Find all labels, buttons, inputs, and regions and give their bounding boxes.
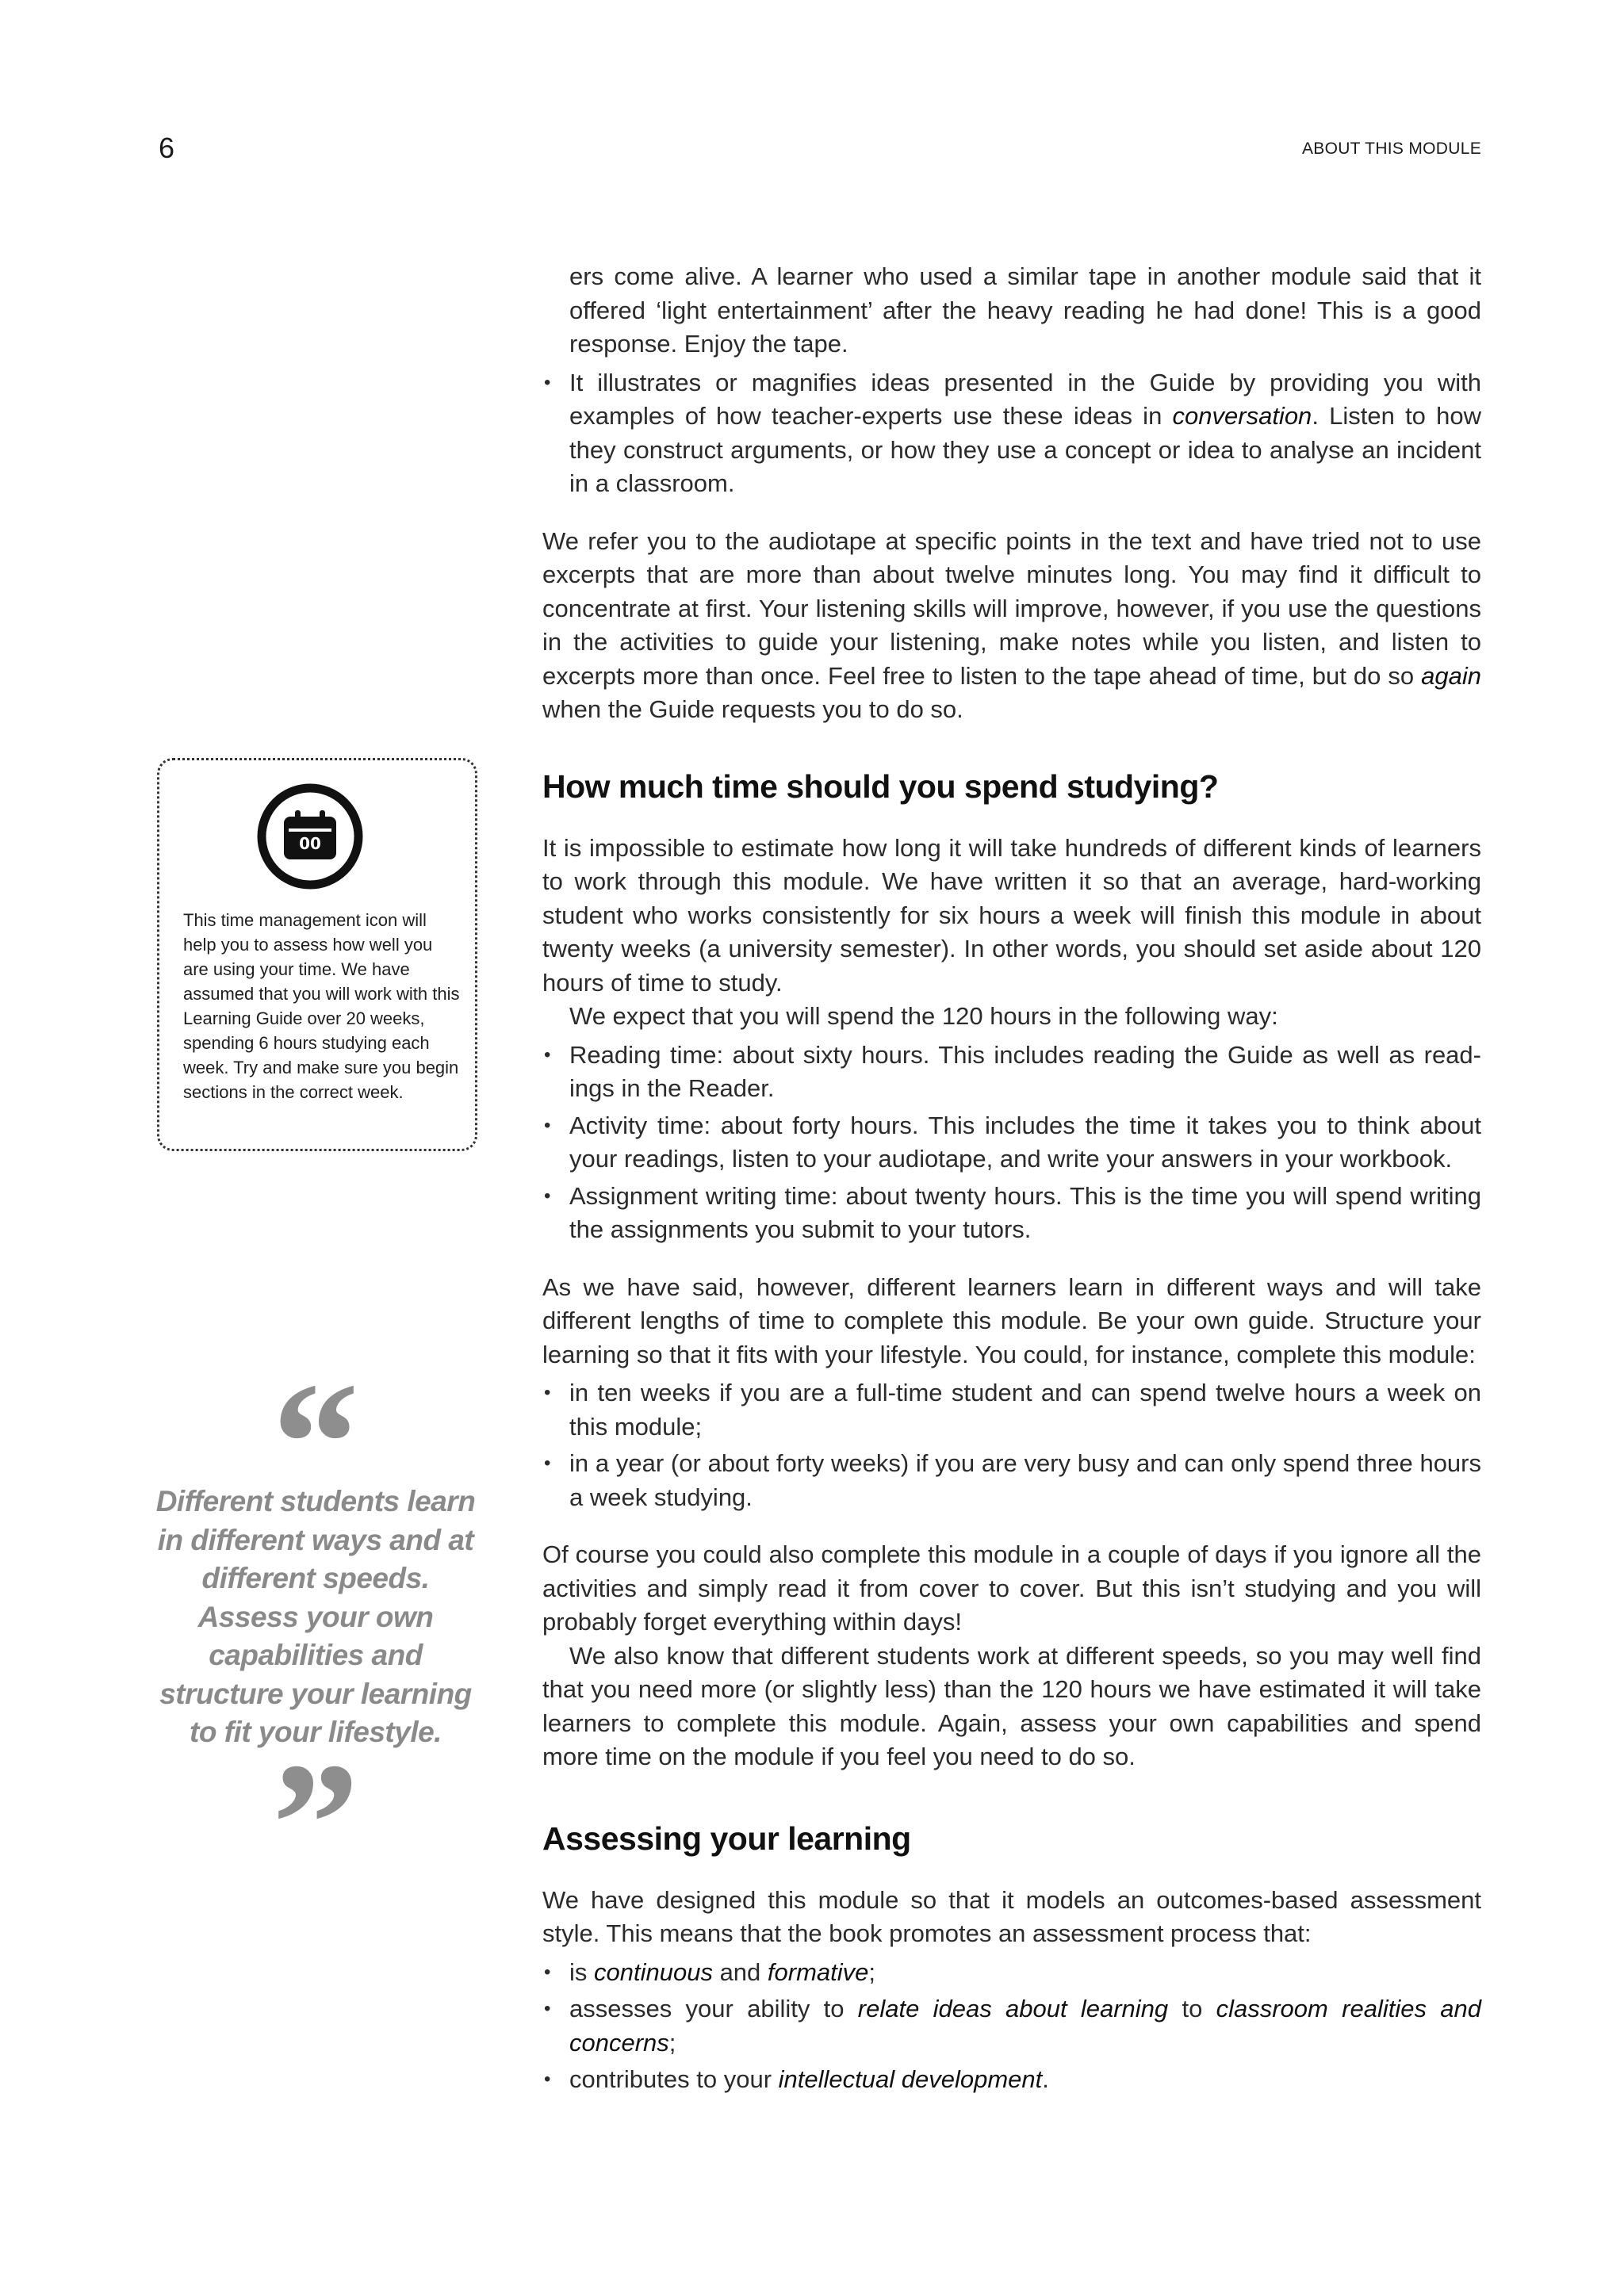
section-heading-time: How much time should you spend studying? <box>542 767 1219 805</box>
calendar-icon-label: 00 <box>299 834 321 853</box>
list-item: • Activity time: about forty hours. This includes the time it takes you to think about your readings, listen to your audiotape, and write your answers in your workbook. <box>542 1109 1481 1177</box>
list-item: • in a year (or about forty weeks) if you are very busy and can only spend three hours a week studying. <box>542 1447 1481 1514</box>
time-paragraph-5: We also know that different students work at different speeds, so you may well find that you need more (or slightly less) than the 120 hours we have estimated it will take learners to complete this module. Again, assess your own capabilities and spend more time on the module if you feel you need to do so. <box>542 1641 1481 1770</box>
running-head: ABOUT THIS MODULE <box>1301 140 1481 158</box>
intro-bullet-list <box>542 366 1481 501</box>
pull-quote-text: Different students learn in different ways and at different speeds. Assess your own capabilities and structure your learning to fit your lifestyle. <box>155 1485 476 1748</box>
assess-bullet-list <box>542 1956 1481 2097</box>
page-number: 6 <box>159 132 175 164</box>
time-bullet-list <box>542 1039 1481 1247</box>
time-paragraph-3: As we have said, however, different learners learn in different ways and will take different lengths of time to complete this module. Be your own guide. Structure your learning so that it fits with your lifestyle. You could, for instance, complete this module: <box>542 1272 1481 1368</box>
time-management-note: This time management icon will help you to assess how well you are using your time. We have assumed that you will work with this Learning Guide over 20 weeks, spending 6 hours studying each week. Try and make sure you begin sections in the correct week. <box>183 910 460 1102</box>
assess-paragraph-1: We have designed this module so that it models an outcomes-based assessment style. This means that the book promotes an assessment process that: <box>542 1885 1481 1947</box>
time-bullet-list-2 <box>542 1376 1481 1514</box>
audiotape-paragraph: We refer you to the audiotape at specific points in the text and have tried not to use excerpts that are more than about twelve minutes long. You may find it difficult to concentrate at first. Your listening skills will improve, however, if you use the questions in the activities to guide your listening, make notes while you listen, and listen to excerpts more than once. Feel free to listen to the tape ahead of time, but do so again when the Guide requests you to do so. <box>542 526 1481 723</box>
list-item: • contributes to your intellectual development. <box>542 2063 1481 2097</box>
list-item: • Assignment writing time: about twenty hours. This is the time you will spend writing the assignments you submit to your tutors. <box>542 1180 1481 1247</box>
time-paragraph-2: We expect that you will spend the 120 hours in the following way: <box>569 1002 1278 1030</box>
pull-quote <box>155 1346 476 1920</box>
open-quote-icon: “ <box>272 1346 359 1540</box>
section-heading-assessing: Assessing your learning <box>542 1820 911 1857</box>
list-item: • Reading time: about sixty hours. This includes reading the Guide as well as readings in the Reader. <box>542 1039 1481 1106</box>
time-paragraph-4: Of course you could also complete this module in a couple of days if you ignore all the activities and simply read it from cover to cover. But this isn’t studying and you will probably forget everything within days! <box>542 1540 1481 1636</box>
time-management-calendar-icon <box>256 783 364 890</box>
close-quote-icon: ” <box>272 1726 359 1920</box>
intro-continuation: ers come alive. A learner who used a similar tape in another module said that it offered ‘light entertainment’ after the heavy reading he had done! This is a good response. Enjoy the tape. <box>569 262 1481 358</box>
time-management-note-box <box>157 758 477 1151</box>
list-item: • is continuous and formative; <box>542 1956 1481 1990</box>
main-text-column <box>542 260 1481 2100</box>
list-item: • It illustrates or magnifies ideas presented in the Guide by providing you with examples of how teacher-experts use these ideas in conversation. Listen to how they construct arguments, or how they use a concept or idea to analyse an incident in a classroom. <box>542 366 1481 501</box>
list-item: • assesses your ability to relate ideas about learning to classroom realities and concerns; <box>542 1992 1481 2060</box>
list-item: • in ten weeks if you are a full-time student and can spend twelve hours a week on this module; <box>542 1376 1481 1444</box>
time-paragraph-1: It is impossible to estimate how long it will take hundreds of different kinds of learners to work through this module. We have written it so that an average, hard-working student who works consistently for six hours a week will finish this module in about twenty weeks (a university semester). In other words, you should set aside about 120 hours of time to study. <box>542 833 1481 997</box>
